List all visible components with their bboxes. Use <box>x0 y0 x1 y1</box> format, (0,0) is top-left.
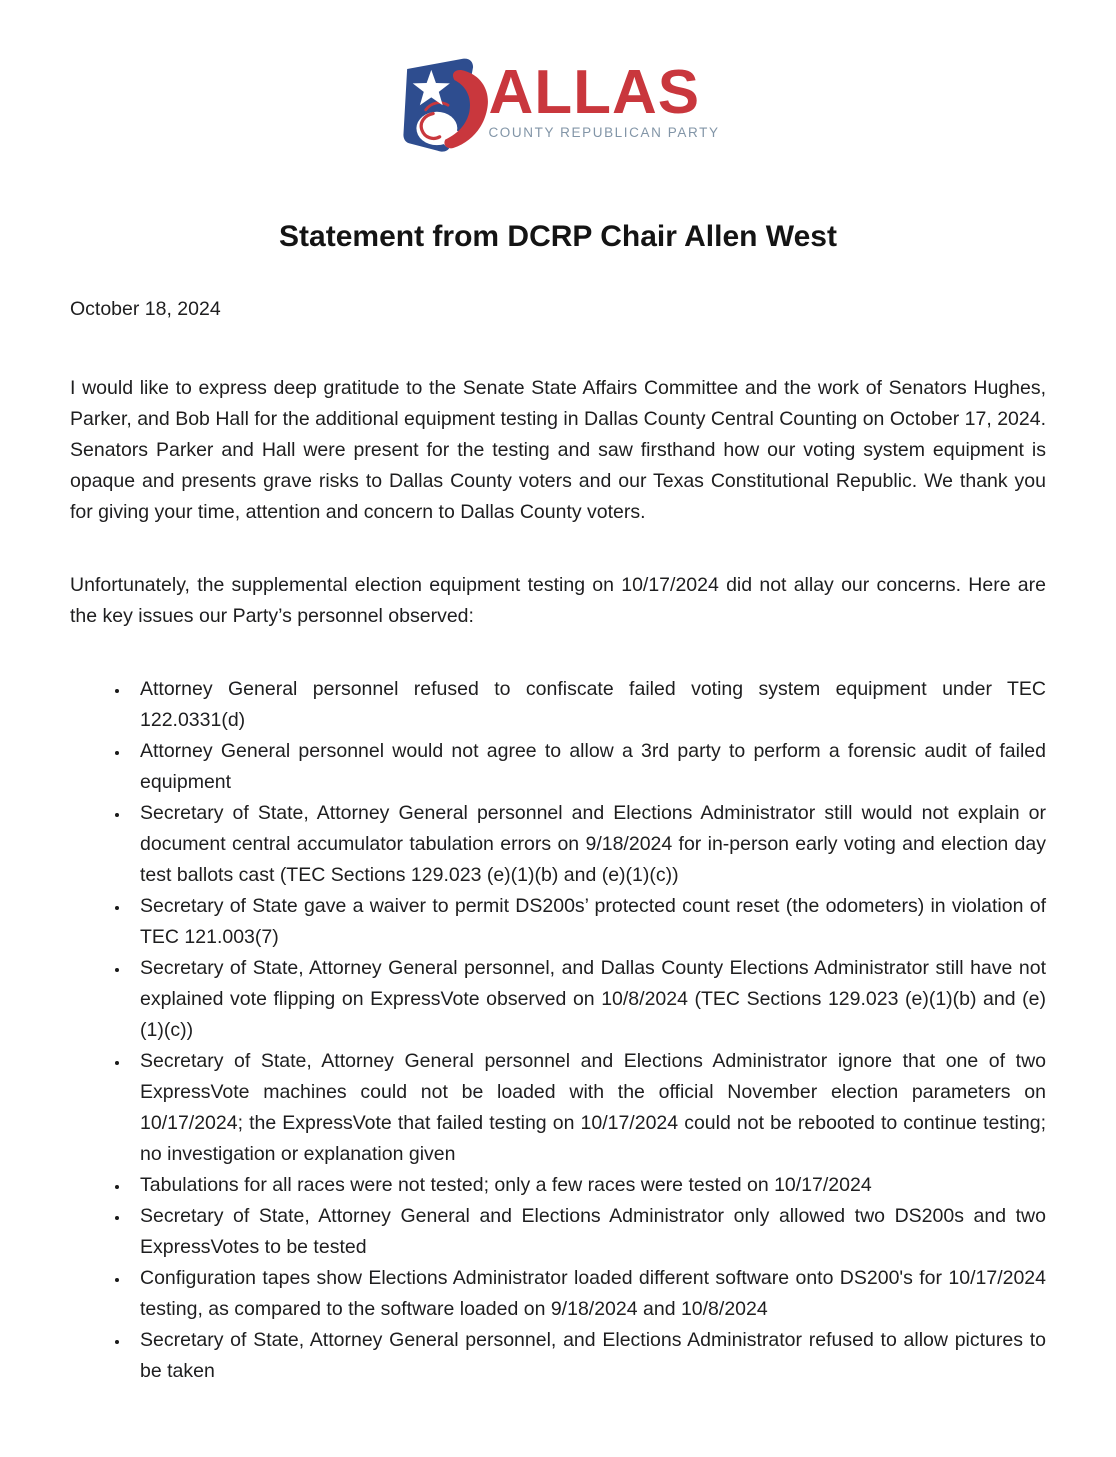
list-item-tabulations-not-tested: • Tabulations for all races were not tested; only a few races were tested on 10/17/2024 <box>130 1170 1046 1201</box>
dcrp-logo <box>70 52 1046 164</box>
list-item-forensic-audit: • Attorney General personnel would not agree to allow a 3rd party to perform a forensic audit of failed equipment <box>130 736 1046 798</box>
page-title: Statement from DCRP Chair Allen West <box>279 220 837 253</box>
list-item-expressvote-load-failure: • Secretary of State, Attorney General personnel and Elections Administrator ignore that one of two ExpressVote machines could not be loaded with the official November election parameters on 10/17/2024; the ExpressVote that failed testing on 10/17/2024 could not be rebooted to continue testing; no investigation or explanation given <box>130 1046 1046 1170</box>
logo-wordmark: ALLAS <box>488 58 701 127</box>
list-item-confiscate: • Attorney General personnel refused to confiscate failed voting system equipment under TEC 122.0331(d) <box>130 674 1046 736</box>
list-item-no-pictures: • Secretary of State, Attorney General personnel, and Elections Administrator refused to allow pictures to be taken <box>130 1325 1046 1387</box>
date-line: October 18, 2024 <box>70 298 221 320</box>
list-item-configuration-tapes: • Configuration tapes show Elections Administrator loaded different software onto DS200's for 10/17/2024 testing, as compared to the software loaded on 9/18/2024 and 10/8/2024 <box>130 1263 1046 1325</box>
list-item-vote-flipping: • Secretary of State, Attorney General personnel, and Dallas County Elections Administrator still have not explained vote flipping on ExpressVote observed on 10/8/2024 (TEC Sections 129.023 (e)(1)(b) and (e)(1)(c)) <box>130 953 1046 1046</box>
logo-subtitle: COUNTY REPUBLICAN PARTY <box>488 125 720 140</box>
logo-text-block <box>488 52 719 140</box>
issues-list <box>70 674 1046 1387</box>
paragraph-gratitude: I would like to express deep gratitude to the Senate State Affairs Committee and the work of Senators Hughes, Parker, and Bob Hall for the additional equipment testing in Dallas County Central Counting on October 17, 2024. Senators Parker and Hall were present for the testing and saw firsthand how our voting system equipment is opaque and presents grave risks to Dallas County voters and our Texas Constitutional Republic. We thank you for giving your time, attention and concern to Dallas County voters. <box>70 377 1046 523</box>
list-item-tabulation-errors: • Secretary of State, Attorney General personnel and Elections Administrator still would not explain or document central accumulator tabulation errors on 9/18/2024 for in-person early voting and election day test ballots cast (TEC Sections 129.023 (e)(1)(b) and (e)(1)(c)) <box>130 798 1046 891</box>
list-item-count-reset-waiver: • Secretary of State gave a waiver to permit DS200s’ protected count reset (the odometers) in violation of TEC 121.003(7) <box>130 891 1046 953</box>
list-item-limited-machines-tested: • Secretary of State, Attorney General and Elections Administrator only allowed two DS200s and two ExpressVotes to be tested <box>130 1201 1046 1263</box>
texas-flag-elephant-icon <box>396 52 500 164</box>
paragraph-concerns-intro: Unfortunately, the supplemental election equipment testing on 10/17/2024 did not allay our concerns. Here are the key issues our Party’s personnel observed: <box>70 574 1046 627</box>
